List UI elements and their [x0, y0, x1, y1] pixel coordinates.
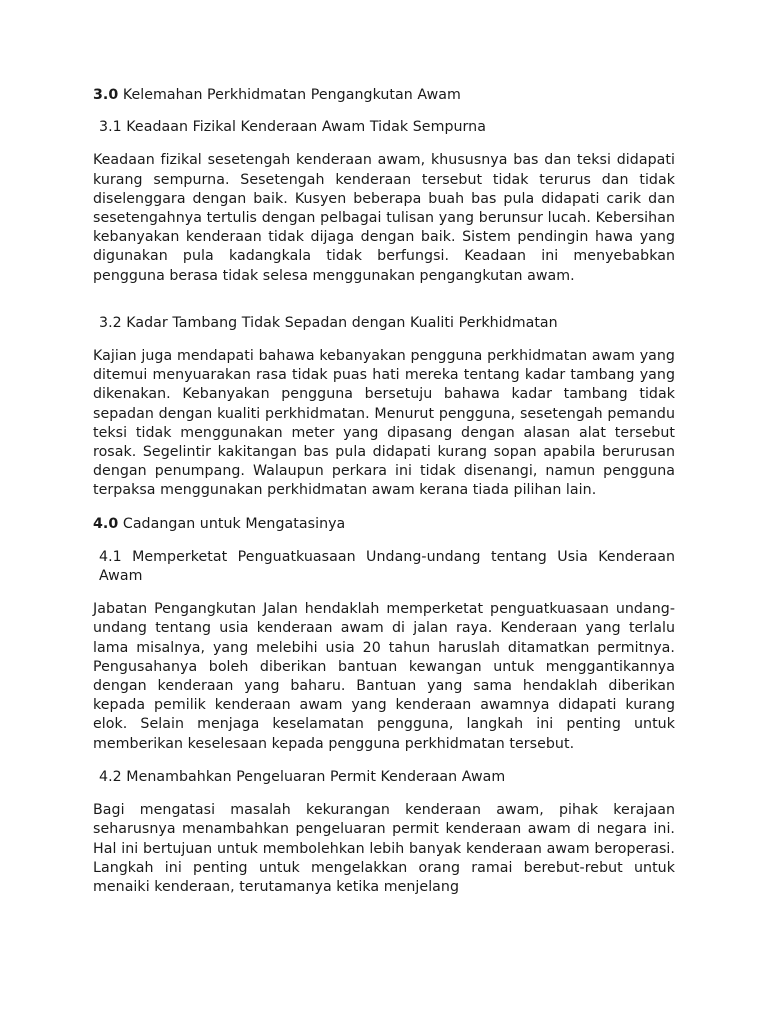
- section-4-1-paragraph: Jabatan Pengangkutan Jalan hendaklah memperketat penguatkuasaan undang-undang tentang usia kenderaan awam di jalan raya. Kenderaan yang terlalu lama misalnya, yang melebihi usia 20 tahun haruslah ditamatkan permitnya. Pengusahanya boleh diberikan bantuan kewangan untuk menggantikannya dengan kenderaan yang baharu. Bantuan yang sama hendaklah diberikan kepada pemilik kenderaan awam yang kenderaan awamnya didapati kurang elok. Selain menjaga keselamatan pengguna, langkah ini penting untuk memberikan keselesaan kepada pengguna perkhidmatan tersebut.: [93, 601, 675, 752]
- section-3-2-heading: 3.2 Kadar Tambang Tidak Sepadan dengan Kualiti Perkhidmatan: [99, 314, 558, 331]
- section-3-heading: [93, 86, 675, 105]
- document-page: [93, 86, 675, 897]
- section-4-number: 4.0: [93, 515, 119, 532]
- section-4-title: Cadangan untuk Mengatasinya: [122, 515, 346, 532]
- section-3-title: Kelemahan Perkhidmatan Pengangkutan Awam: [122, 87, 461, 103]
- section-3-1-heading: 3.1 Keadaan Fizikal Kenderaan Awam Tidak Sempurna: [99, 119, 486, 136]
- section-3-2-paragraph: Kajian juga mendapati bahawa kebanyakan pengguna perkhidmatan awam yang ditemui menyuarakan rasa tidak puas hati mereka tentang kadar tambang yang dikenakan. Kebanyakan pengguna bersetuju bahawa kadar tambang tidak sepadan dengan kualiti perkhidmatan. Menurut pengguna, sesetengah pemandu teksi tidak menggunakan meter yang dipasang dengan alasan alat tersebut rosak. Segelintir kakitangan bas pula didapati kurang sopan apabila berurusan dengan penumpang. Walaupun perkara ini tidak disenangi, namun pengguna terpaksa menggunakan perkhidmatan awam kerana tiada pilihan lain.: [93, 348, 675, 499]
- section-4-heading: [93, 515, 675, 534]
- section-3-number: 3.0: [93, 87, 119, 103]
- section-3-1-paragraph: Keadaan fizikal sesetengah kenderaan awam, khususnya bas dan teksi didapati kurang sempurna. Sesetengah kenderaan tersebut tidak terurus dan tidak diselenggara dengan baik. Kusyen beberapa buah bas pula didapati carik dan sesetengahnya tertulis dengan pelbagai tulisan yang berunsur lucah. Kebersihan kebanyakan kenderaan tidak dijaga dengan baik. Sistem pendingin hawa yang digunakan pula kadangkala tidak berfungsi. Keadaan ini menyebabkan pengguna berasa tidak selesa menggunakan pengangkutan awam.: [93, 152, 675, 284]
- section-4-2-paragraph: Bagi mengatasi masalah kekurangan kenderaan awam, pihak kerajaan seharusnya menambahkan pengeluaran permit kenderaan awam di negara ini. Hal ini bertujuan untuk membolehkan lebih banyak kenderaan awam beroperasi. Langkah ini penting untuk mengelakkan orang ramai berebut-rebut untuk menaiki kenderaan, terutamanya ketika menjelang: [93, 802, 675, 895]
- section-4-2-heading: 4.2 Menambahkan Pengeluaran Permit Kenderaan Awam: [99, 768, 506, 785]
- section-4-1-heading: 4.1 Memperketat Penguatkuasaan Undang-undang tentang Usia Kenderaan Awam: [99, 548, 675, 585]
